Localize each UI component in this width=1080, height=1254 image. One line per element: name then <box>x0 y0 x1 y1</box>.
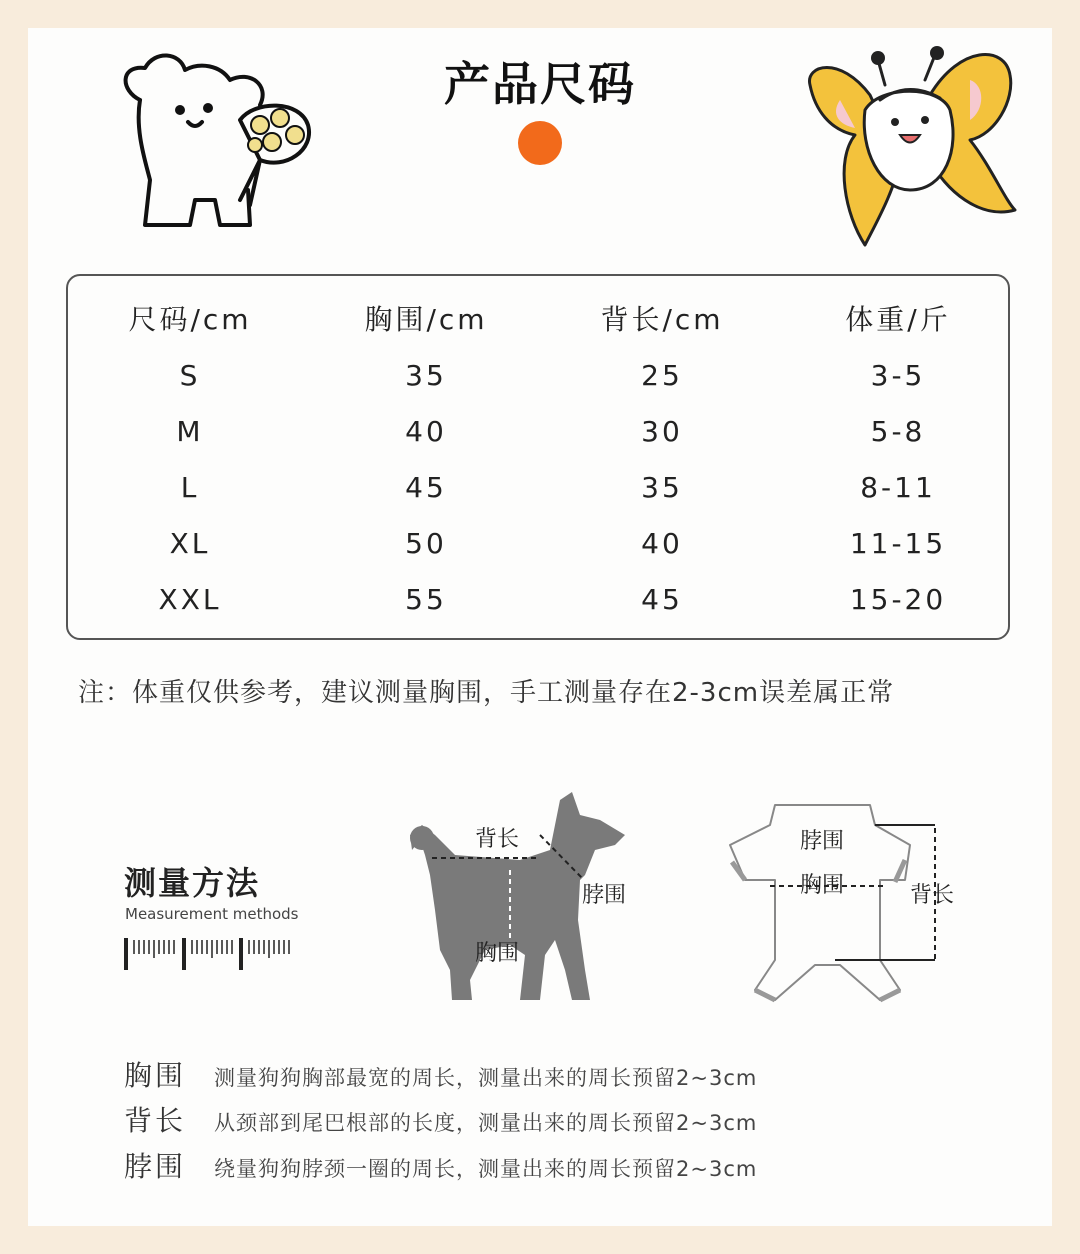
shirt-label-neck: 脖围 <box>800 829 845 854</box>
description-term: 脖围 <box>124 1150 187 1183</box>
description-text: 从颈部到尾巴根部的长度，测量出来的周长预留2~3cm <box>214 1111 758 1135</box>
table-cell: 50 <box>405 527 447 560</box>
table-cell: 35 <box>641 471 683 504</box>
description-text: 绕量狗狗脖颈一圈的周长，测量出来的周长预留2~3cm <box>214 1157 758 1181</box>
table-row <box>68 468 1008 508</box>
ruler-icon <box>124 934 304 974</box>
dog-shirt-outline <box>720 790 980 1010</box>
header-cell: 尺码/cm <box>128 303 252 336</box>
table-cell: 8-11 <box>860 471 936 504</box>
dog-label-back: 背长 <box>475 827 520 852</box>
table-cell: 3-5 <box>870 359 926 392</box>
table-cell: 25 <box>641 359 683 392</box>
table-cell: 45 <box>405 471 447 504</box>
table-row <box>68 356 1008 396</box>
table-cell: 45 <box>641 583 683 616</box>
description-term: 背长 <box>124 1104 187 1137</box>
table-row <box>68 412 1008 452</box>
size-table <box>66 274 1010 640</box>
size-note: 注：体重仅供参考，建议测量胸围，手工测量存在2-3cm误差属正常 <box>78 678 895 708</box>
table-cell: 11-15 <box>849 527 947 560</box>
description-text: 测量狗狗胸部最宽的周长，测量出来的周长预留2~3cm <box>214 1066 758 1090</box>
table-cell: 35 <box>405 359 447 392</box>
shirt-label-chest: 胸围 <box>800 873 845 898</box>
table-cell: 40 <box>641 527 683 560</box>
accent-dot <box>518 121 562 165</box>
table-header-row <box>68 300 1008 340</box>
description-term: 胸围 <box>124 1059 187 1092</box>
table-cell: XL <box>169 527 211 560</box>
shirt-label-back: 背长 <box>910 883 955 908</box>
table-cell: 55 <box>405 583 447 616</box>
table-cell: 5-8 <box>870 415 926 448</box>
table-row <box>68 580 1008 620</box>
table-row <box>68 524 1008 564</box>
header-cell: 胸围/cm <box>364 303 488 336</box>
table-cell: XXL <box>158 583 222 616</box>
method-title: 测量方法 <box>124 864 261 902</box>
dog-label-neck: 脖围 <box>582 883 627 908</box>
table-cell: 30 <box>641 415 683 448</box>
page-title: 产品尺码 <box>444 57 636 111</box>
table-cell: L <box>180 471 200 504</box>
dog-silhouette <box>400 780 650 1010</box>
table-cell: S <box>179 359 201 392</box>
dog-label-chest: 胸围 <box>475 941 520 966</box>
table-cell: 15-20 <box>849 583 947 616</box>
header-cell: 体重/斤 <box>845 303 951 336</box>
method-subtitle: Measurement methods <box>125 905 299 923</box>
header-cell: 背长/cm <box>600 303 724 336</box>
table-cell: M <box>176 415 204 448</box>
table-cell: 40 <box>405 415 447 448</box>
